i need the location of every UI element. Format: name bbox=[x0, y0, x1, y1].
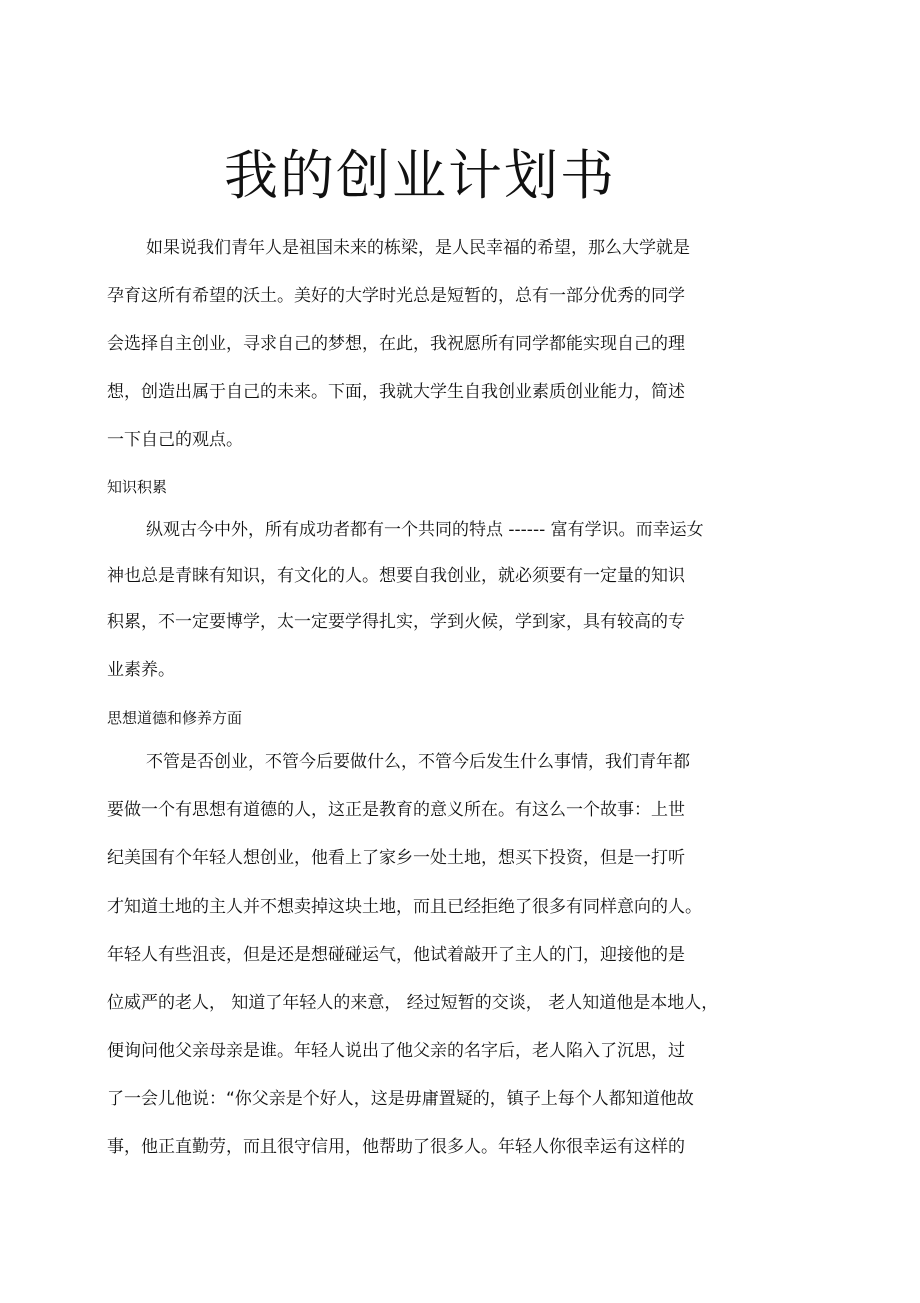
paragraph-line: 孕育这所有希望的沃土。美好的大学时光总是短暂的，总有一部分优秀的同学 bbox=[107, 286, 685, 306]
paragraph-line: 要做一个有思想有道德的人，这正是教育的意义所在。有这么一个故事：上世 bbox=[107, 800, 685, 820]
paragraph-line: 纪美国有个年轻人想创业，他看上了家乡一处土地，想买下投资，但是一打听 bbox=[107, 848, 685, 868]
paragraph-line: 业素养。 bbox=[107, 660, 175, 680]
paragraph-line: 位威严的老人， 知道了年轻人的来意， 经过短暂的交谈， 老人知道他是本地人， bbox=[107, 993, 719, 1013]
paragraph-line: 才知道土地的主人并不想卖掉这块土地，而且已经拒绝了很多有同样意向的人。 bbox=[107, 897, 702, 917]
paragraph-line: 想，创造出属于自己的未来。下面，我就大学生自我创业素质创业能力，简述 bbox=[107, 382, 685, 402]
paragraph-line: 积累，不一定要博学，太一定要学得扎实，学到火候，学到家，具有较高的专 bbox=[107, 612, 685, 632]
section-heading: 知识积累 bbox=[107, 478, 168, 496]
paragraph-line: 了一会儿他说：“你父亲是个好人，这是毋庸置疑的，镇子上每个人都知道他故 bbox=[107, 1089, 694, 1109]
paragraph-line: 不管是否创业，不管今后要做什么，不管今后发生什么事情，我们青年都 bbox=[146, 752, 690, 772]
paragraph-line: 一下自己的观点。 bbox=[107, 430, 243, 450]
paragraph-line: 事，他正直勤劳，而且很守信用，他帮助了很多人。年轻人你很幸运有这样的 bbox=[107, 1137, 685, 1157]
paragraph-line: 纵观古今中外，所有成功者都有一个共同的特点 ------ 富有学识。而幸运女 bbox=[146, 520, 704, 540]
paragraph-line: 年轻人有些沮丧，但是还是想碰碰运气，他试着敲开了主人的门，迎接他的是 bbox=[107, 945, 685, 965]
section-heading: 思想道德和修养方面 bbox=[107, 709, 243, 727]
page-title: 我的创业计划书 bbox=[224, 144, 616, 207]
paragraph-line: 神也总是青睐有知识，有文化的人。想要自我创业，就必须要有一定量的知识 bbox=[107, 566, 685, 586]
paragraph-line: 便询问他父亲母亲是谁。年轻人说出了他父亲的名字后，老人陷入了沉思，过 bbox=[107, 1041, 685, 1061]
paragraph-line: 如果说我们青年人是祖国未来的栋梁，是人民幸福的希望，那么大学就是 bbox=[146, 238, 690, 258]
paragraph-line: 会选择自主创业，寻求自己的梦想，在此，我祝愿所有同学都能实现自己的理 bbox=[107, 334, 685, 354]
